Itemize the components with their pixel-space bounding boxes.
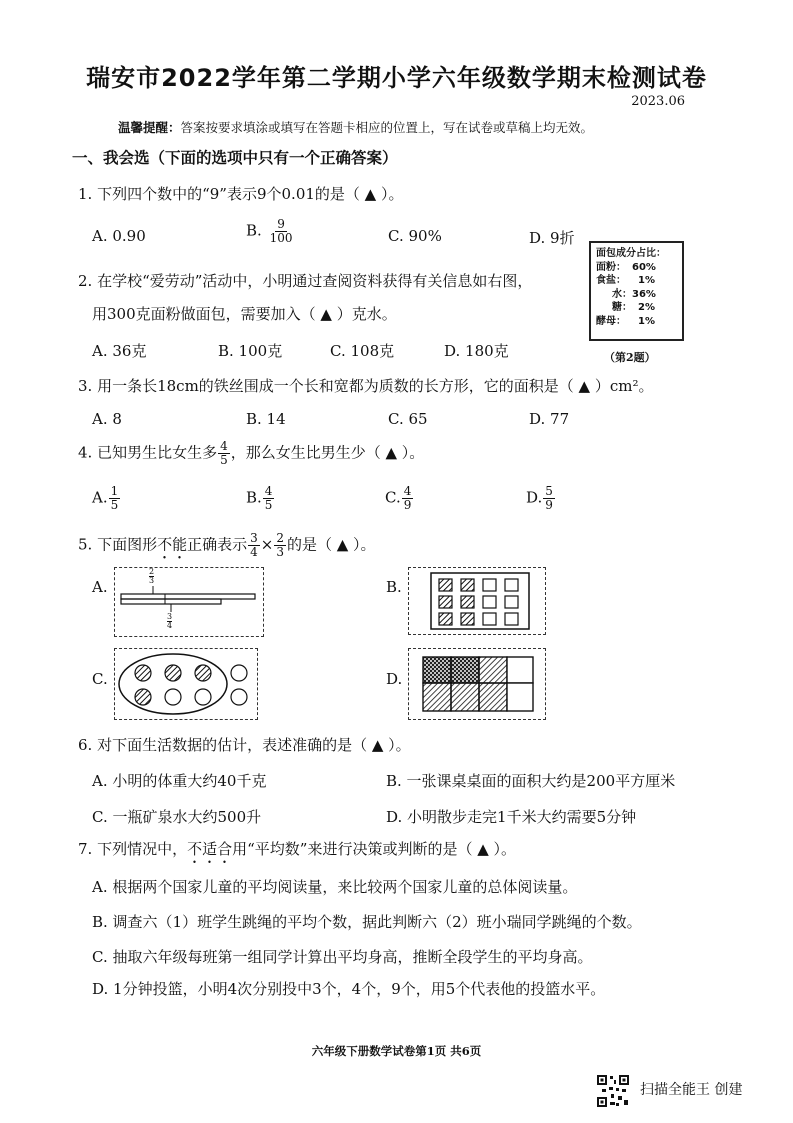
q4-stem-post: ，那么女生比男生少（ ▲ ）。 <box>230 443 425 462</box>
q4-option-d <box>526 485 556 512</box>
q2-option-c: C. 108克 <box>330 342 395 360</box>
fraction-denominator: 4 <box>250 545 258 559</box>
fraction-numerator: 3 <box>250 531 258 545</box>
info-title: 面包成分占比： <box>596 248 666 259</box>
fraction-numerator: 5 <box>545 484 553 498</box>
info-label: 食盐： <box>596 275 626 286</box>
info-row <box>596 288 677 302</box>
option-label: D. <box>526 488 543 507</box>
info-row <box>596 274 677 288</box>
q7-option-c: C. 抽取六年级每班第一组同学计算出平均身高，推断全段学生的平均身高。 <box>92 948 593 966</box>
q2-option-b: B. 100克 <box>218 342 283 360</box>
q5-stem-mid: 正确表示 <box>187 535 248 554</box>
q6-option-c: C. 一瓶矿泉水大约500升 <box>92 808 262 826</box>
info-value: 1% <box>638 315 655 327</box>
qr-code-icon <box>596 1074 630 1108</box>
q1-option-b <box>246 218 295 245</box>
q2-line1: 2. 在学校“爱劳动”活动中，小明通过查阅资料获得有关信息如右图， <box>78 272 533 290</box>
fig-a-bottom-fraction <box>167 613 172 630</box>
q5-option-d-label: D. <box>386 670 403 688</box>
tip-text: 答案按要求填涂或填写在答题卡相应的位置上，写在试卷或草稿上均无效。 <box>180 120 594 135</box>
option-fraction <box>109 485 121 512</box>
fig-a-bars <box>115 568 263 636</box>
fraction-numerator: 2 <box>149 567 155 576</box>
q5-option-c-label: C. <box>92 670 108 688</box>
fraction-denominator: 100 <box>269 231 293 245</box>
q7-stem-emphasis: 不适合 <box>187 840 233 858</box>
info-label: 水： <box>612 288 632 300</box>
q4-option-b <box>246 485 275 512</box>
q5-figure-c <box>114 648 258 720</box>
q5-stem-post: 的是（ ▲ ）。 <box>286 535 376 554</box>
q1-option-a: A. 0.90 <box>92 227 146 245</box>
q3-option-a: A. 8 <box>92 410 122 428</box>
q1-option-c: C. 90% <box>388 227 442 245</box>
fraction-numerator: 4 <box>264 484 273 498</box>
tip-line <box>118 118 593 136</box>
times-sign: × <box>260 535 274 554</box>
q2-option-d: D. 180克 <box>444 342 509 360</box>
fraction-numerator: 4 <box>220 439 228 453</box>
fig-c-circles <box>115 649 257 719</box>
info-value: 60% <box>632 261 656 273</box>
q5-figure-b <box>408 567 546 635</box>
q5-fraction-2 <box>274 532 286 559</box>
q4-stem-fraction <box>218 440 230 467</box>
fraction-denominator: 3 <box>276 545 284 559</box>
q6-option-d: D. 小明散步走完1千米大约需要5分钟 <box>386 808 637 826</box>
q5-fraction-1 <box>248 532 260 559</box>
q5-stem-emphasis: 不能 <box>157 535 188 554</box>
fraction-denominator: 5 <box>110 498 119 512</box>
fraction-denominator: 9 <box>545 498 553 512</box>
info-row <box>596 261 677 275</box>
info-label: 面粉： <box>596 261 626 273</box>
info-value: 1% <box>638 275 655 286</box>
fraction-numerator: 9 <box>277 217 285 231</box>
scanner-watermark: 扫描全能王 创建 <box>640 1082 743 1098</box>
option-label: C. <box>385 488 401 507</box>
exam-date: 2023.06 <box>631 94 685 109</box>
q6-option-b: B. 一张课桌桌面的面积大约是200平方厘米 <box>386 772 676 790</box>
q2-option-a: A. 36克 <box>92 342 147 360</box>
fraction-denominator: 5 <box>264 498 273 512</box>
bread-ingredients-box <box>589 241 684 341</box>
info-row <box>596 315 677 329</box>
fraction-numerator: 3 <box>167 612 173 621</box>
fraction-numerator: 4 <box>403 484 412 498</box>
option-fraction <box>543 485 555 512</box>
info-label: 酵母： <box>596 315 626 327</box>
q7-option-a: A. 根据两个国家儿童的平均阅读量，来比较两个国家儿童的总体阅读量。 <box>92 878 578 896</box>
q1-option-d: D. 9折 <box>529 229 575 247</box>
fraction-numerator: 1 <box>110 484 119 498</box>
section-title: 一、我会选（下面的选项中只有一个正确答案） <box>72 149 398 167</box>
q2-line2: 用300克面粉做面包，需要加入（ ▲ ）克水。 <box>92 305 397 323</box>
q4-stem-pre: 4. 已知男生比女生多 <box>78 443 218 462</box>
q7-option-d: D. 1分钟投篮，小明4次分别投中3个，4个，9个，用5个代表他的投篮水平。 <box>92 980 606 998</box>
fig-b-squares <box>409 568 545 634</box>
q4-option-a <box>92 485 121 512</box>
q5-stem-pre: 5. 下面图形 <box>78 535 158 554</box>
q7-stem-post: 用“平均数”来进行决策或判断的是（ ▲ ）。 <box>232 840 517 858</box>
fraction-denominator: 5 <box>220 453 228 467</box>
page-footer: 六年级下册数学试卷第1页 共6页 <box>311 1044 482 1058</box>
q7-option-b: B. 调查六（1）班学生跳绳的平均个数，据此判断六（2）班小瑞同学跳绳的个数。 <box>92 913 642 931</box>
q5-stem <box>78 532 376 563</box>
option-fraction <box>402 485 414 512</box>
fraction-denominator: 3 <box>149 576 155 585</box>
q3-stem: 3. 用一条长18cm的铁丝围成一个长和宽都为质数的长方形，它的面积是（ ▲ ）cm²。 <box>78 377 654 395</box>
q3-option-c: C. 65 <box>388 410 428 428</box>
q6-option-a: A. 小明的体重大约40千克 <box>92 772 267 790</box>
q2-figure-caption: （第2题） <box>604 351 656 364</box>
q5-option-a-label: A. <box>92 578 108 596</box>
info-value: 36% <box>632 288 656 300</box>
q3-option-b: B. 14 <box>246 410 286 428</box>
info-label: 糖： <box>612 302 632 313</box>
fraction-denominator: 9 <box>403 498 412 512</box>
q7-stem-pre: 7. 下列情况中， <box>78 840 188 858</box>
q5-figure-a <box>114 567 264 637</box>
info-row <box>596 301 677 315</box>
option-label: A. <box>92 488 108 507</box>
option-fraction <box>263 485 275 512</box>
q7-stem <box>78 838 516 867</box>
q5-option-b-label: B. <box>386 578 402 596</box>
tip-label: 温馨提醒： <box>118 120 181 135</box>
q6-stem: 6. 对下面生活数据的估计，表述准确的是（ ▲ ）。 <box>78 736 411 754</box>
option-label: B. <box>246 488 262 507</box>
q1-stem: 1. 下列四个数中的“9”表示9个0.01的是（ ▲ ）。 <box>78 185 404 203</box>
q4-stem <box>78 440 424 467</box>
q3-option-d: D. 77 <box>529 410 570 428</box>
q1-option-b-fraction <box>268 218 295 245</box>
q1-option-b-label: B. <box>246 221 262 240</box>
fig-d-grid <box>409 649 545 719</box>
info-value: 2% <box>638 302 655 313</box>
fraction-denominator: 4 <box>167 621 173 630</box>
q5-figure-d <box>408 648 546 720</box>
q4-option-c <box>385 485 414 512</box>
page-title: 瑞安市2022学年第二学期小学六年级数学期末检测试卷 <box>86 64 707 92</box>
fraction-numerator: 2 <box>276 531 284 545</box>
